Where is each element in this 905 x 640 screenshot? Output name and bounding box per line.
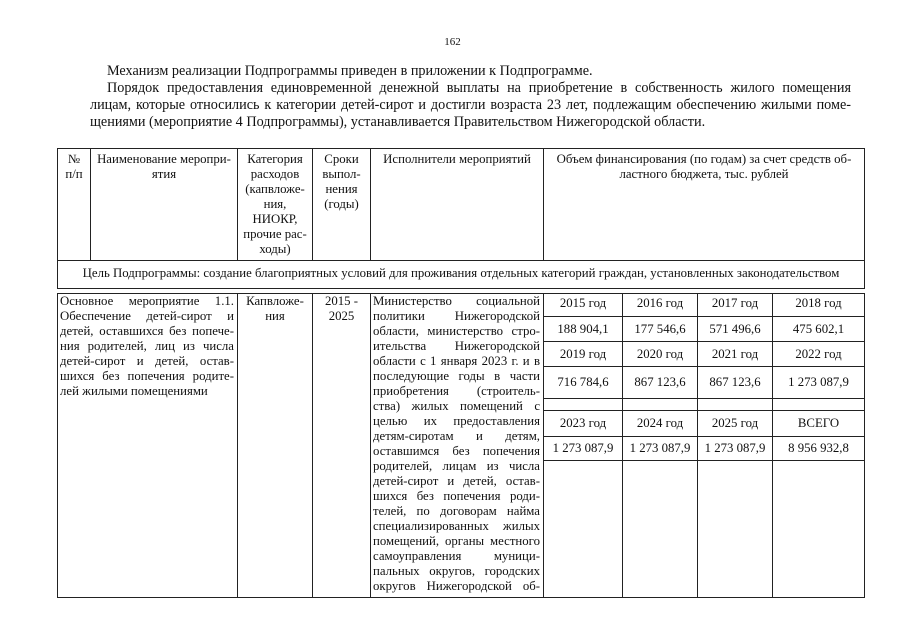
executors-line: округов Нижегородской об- <box>373 579 540 593</box>
financing-year-cell: 2016 год <box>622 293 698 317</box>
terms-text <box>313 294 370 324</box>
financing-empty-cell <box>543 460 623 598</box>
intro-paragraph-1: Механизм реализации Подпрограммы приведен в приложении к Подпрограмме. <box>107 63 593 79</box>
category-text <box>238 294 312 324</box>
header-line: Объем финансирования (по годам) за счет средств об- <box>556 152 852 166</box>
header-financing-text <box>544 152 864 182</box>
activity-name-line: Основное мероприятие 1.1. <box>60 294 234 308</box>
financing-value-cell: 571 496,6 <box>697 316 773 342</box>
header-terms-text <box>313 152 370 212</box>
header-line: (капвложе- <box>245 182 305 196</box>
terms-line: 2015 - <box>324 294 359 308</box>
intro-paragraph-2-line: Порядок предоставления единовременной денежной выплаты на приобретение в собственность жилого помещения <box>107 80 851 96</box>
financing-value-cell: 867 123,6 <box>622 366 698 399</box>
executors-line: детям-сиротам и детям, <box>373 429 540 443</box>
financing-empty-cell <box>697 460 773 598</box>
intro-paragraph-2-line: щениями (мероприятие 4 Подпрограммы), устанавливается Правительством Нижегородской области. <box>90 114 706 130</box>
activity-name-cell <box>57 293 238 598</box>
executors-line: телей, по договорам найма <box>373 504 540 518</box>
header-line: (годы) <box>324 197 359 211</box>
executors-line: помещений, органы местного <box>373 534 540 548</box>
header-number-text <box>58 152 90 182</box>
executors-line: оставшимся без попечения <box>373 444 540 458</box>
header-cell-financing <box>543 148 865 261</box>
financing-value-cell: 475 602,1 <box>772 316 865 342</box>
header-cell-name <box>90 148 238 261</box>
header-name-text <box>91 152 237 182</box>
financing-value-cell: 188 904,1 <box>543 316 623 342</box>
executors-line: политики Нижегородской <box>373 309 540 323</box>
financing-value-cell: 1 273 087,9 <box>543 436 623 461</box>
header-line: ходы) <box>259 242 291 256</box>
header-line: НИОКР, <box>252 212 298 226</box>
header-line: прочие рас- <box>243 227 307 241</box>
financing-value-cell: 716 784,6 <box>543 366 623 399</box>
financing-value-cell: 1 273 087,9 <box>697 436 773 461</box>
financing-year-cell: 2020 год <box>622 341 698 367</box>
category-line: ния <box>265 309 285 323</box>
header-line: ятия <box>151 167 177 181</box>
goal-row <box>57 260 865 289</box>
terms-line: 2025 <box>328 309 355 323</box>
financing-year-cell: 2023 год <box>543 410 623 437</box>
header-line: нения <box>325 182 358 196</box>
page-number: 162 <box>444 36 461 48</box>
financing-empty-cell <box>772 460 865 598</box>
executors-line: специализированных жилых <box>373 519 540 533</box>
header-line: расходов <box>250 167 300 181</box>
executors-line: целью их предоставления <box>373 414 540 428</box>
header-cell-executors <box>370 148 544 261</box>
header-cell-category <box>237 148 313 261</box>
financing-year-cell: 2017 год <box>697 293 773 317</box>
financing-value-cell: 1 273 087,9 <box>622 436 698 461</box>
executors-line: области с 1 января 2023 г. и в <box>373 354 540 368</box>
activity-name-line: детей, оставшихся без попече- <box>60 324 234 338</box>
executors-line: области, министерство стро- <box>373 324 540 338</box>
financing-year-cell: 2018 год <box>772 293 865 317</box>
financing-year-cell: 2021 год <box>697 341 773 367</box>
executors-line: ительства Нижегородской <box>373 339 540 353</box>
executors-line: последующие годы в части <box>373 369 540 383</box>
activity-name-text <box>60 294 234 399</box>
financing-year-cell: ВСЕГО <box>772 410 865 437</box>
activity-name-line: лей жилыми помещениями <box>60 384 208 398</box>
financing-year-cell: 2025 год <box>697 410 773 437</box>
executors-line: приобретения (строитель- <box>373 384 540 398</box>
executors-line: самоуправления муници- <box>373 549 540 563</box>
financing-value-cell: 177 546,6 <box>622 316 698 342</box>
category-line: Капвложе- <box>246 294 304 308</box>
financing-empty-cell <box>622 460 698 598</box>
header-cell-number <box>57 148 91 261</box>
header-line: № <box>67 152 81 166</box>
header-line: Наименование меропри- <box>97 152 231 166</box>
header-category-text <box>238 152 312 257</box>
executors-line: пальных округов, городских <box>373 564 540 578</box>
executors-line: Министерство социальной <box>373 294 540 308</box>
executors-line: детей-сирот и детей, остав- <box>373 474 540 488</box>
executors-line: шихся без попечения роди- <box>373 489 540 503</box>
category-cell <box>237 293 313 598</box>
header-line: п/п <box>65 167 83 181</box>
header-line: Сроки <box>324 152 359 166</box>
header-line: Категория <box>247 152 303 166</box>
financing-year-cell: 2022 год <box>772 341 865 367</box>
intro-paragraph-2-line: лицам, которые относились к категории детей-сирот и достигли возраста 23 лет, подлежащим обеспечению жилыми поме- <box>90 97 851 113</box>
header-line: выпол- <box>322 167 361 181</box>
executors-cell <box>370 293 544 598</box>
financing-year-cell: 2024 год <box>622 410 698 437</box>
financing-value-cell: 1 273 087,9 <box>772 366 865 399</box>
financing-year-cell: 2015 год <box>543 293 623 317</box>
goal-text: Цель Подпрограммы: создание благоприятных условий для проживания отдельных категорий граждан, установленных законодательством <box>82 266 840 280</box>
header-line: ластного бюджета, тыс. рублей <box>619 167 789 181</box>
financing-value-cell: 8 956 932,8 <box>772 436 865 461</box>
executors-line: родителей, лицам из числа <box>373 459 540 473</box>
header-line: Исполнители мероприятий <box>383 152 531 166</box>
header-line: ния, <box>263 197 287 211</box>
activity-name-line: шихся без попечения родите- <box>60 369 234 383</box>
financing-value-cell: 867 123,6 <box>697 366 773 399</box>
executors-line: ства) жилых помещений с <box>373 399 540 413</box>
financing-year-cell: 2019 год <box>543 341 623 367</box>
header-cell-terms <box>312 148 371 261</box>
activity-name-line: Обеспечение детей-сирот и <box>60 309 234 323</box>
terms-cell <box>312 293 371 598</box>
executors-text <box>373 294 540 594</box>
header-executors-text <box>371 152 543 167</box>
activity-name-line: детей-сирот и детей, остав- <box>60 354 234 368</box>
activity-name-line: ния родителей, лиц из числа <box>60 339 234 353</box>
